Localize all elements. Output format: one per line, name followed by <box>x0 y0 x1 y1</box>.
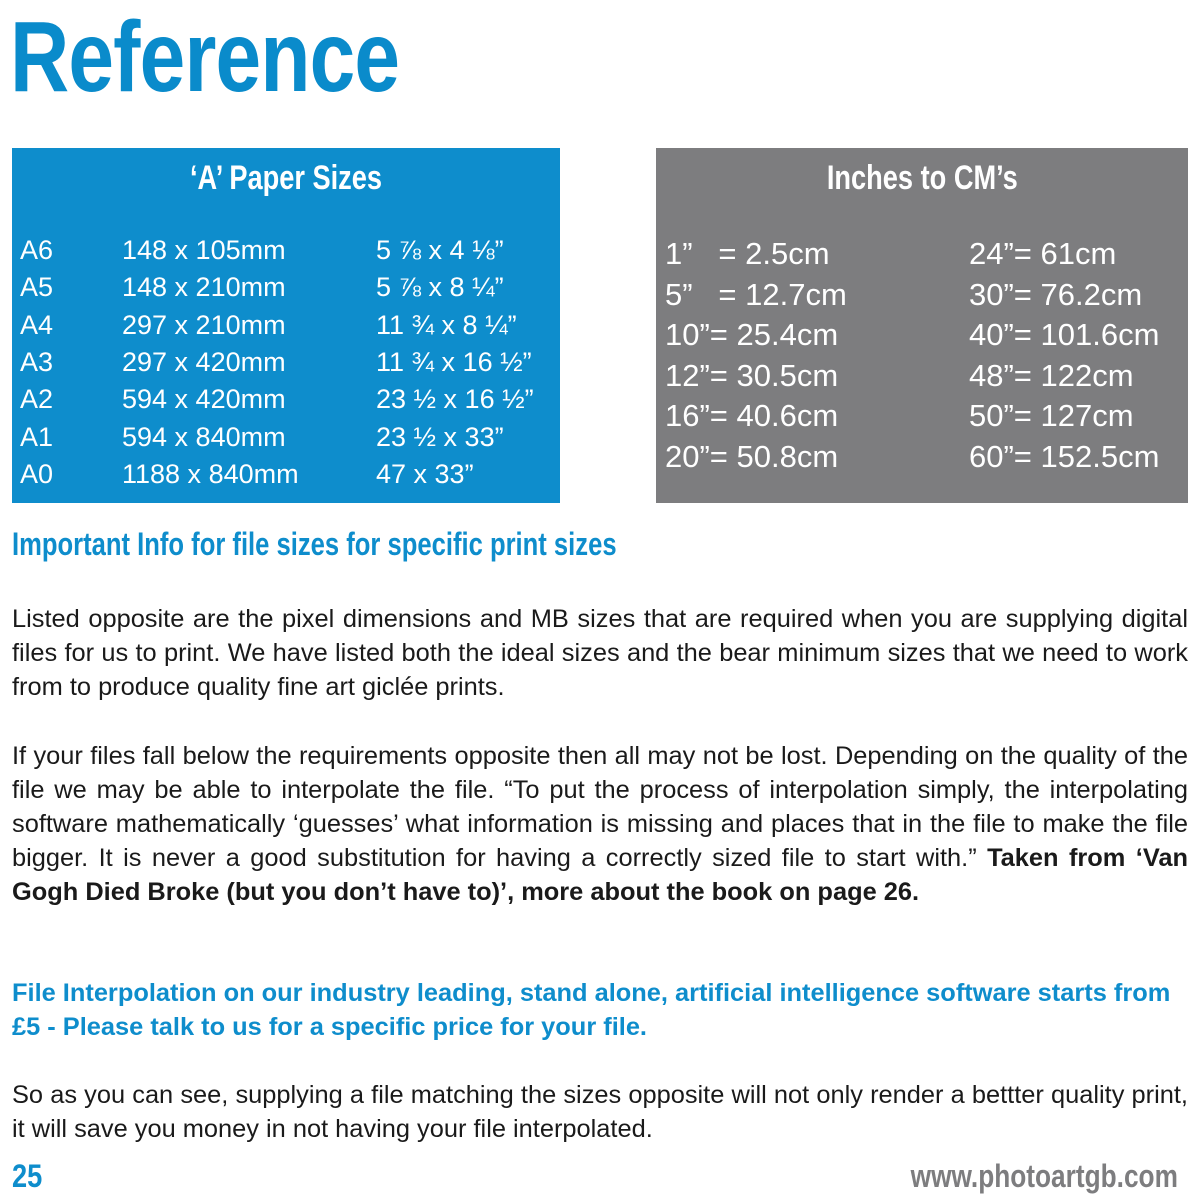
paper-size-inches: 23 ½ x 16 ½” <box>376 384 534 415</box>
book-reference: Taken from ‘Van Gogh Died Broke (but you don’t have to)’, more about the book on page 26. <box>12 844 1188 906</box>
conversion-entry: 50”= 127cm <box>969 398 1134 434</box>
paper-size-mm: 594 x 420mm <box>122 384 286 415</box>
paper-size-inches: 5 ⅞ x 8 ¼” <box>376 272 504 303</box>
info-paragraph-4: So as you can see, supplying a file matching the sizes opposite will not only render a bettter quality print, it will save you money in not having your file interpolated. <box>12 1081 1188 1143</box>
paper-size-mm: 1188 x 840mm <box>122 458 299 489</box>
info-paragraph-1: Listed opposite are the pixel dimensions and MB sizes that are required when you are supplying digital files for us to print. We have listed both the ideal sizes and the bear minimum sizes that we need to work from to produce quality fine art giclée prints. <box>12 605 1188 701</box>
website-url[interactable]: www.photoartgb.com <box>910 1158 1178 1194</box>
paper-size-mm: 297 x 420mm <box>122 347 286 378</box>
paper-size-inches: 11 ¾ x 16 ½” <box>376 347 532 378</box>
page-number: 25 <box>12 1158 43 1194</box>
paper-sizes-table <box>20 232 534 493</box>
conversion-entry: 30”= 76.2cm <box>969 276 1143 312</box>
conversion-entry: 12”= 30.5cm <box>665 357 839 393</box>
conversion-entry: 5” = 12.7cm <box>665 276 847 312</box>
paper-sizes-title: ‘A’ Paper Sizes <box>189 159 383 197</box>
paper-size-inches: 23 ½ x 33” <box>376 421 504 452</box>
paper-size-row <box>20 456 534 493</box>
conversion-entry: 48”= 122cm <box>969 357 1134 393</box>
paper-size-mm: 297 x 210mm <box>122 309 286 340</box>
paper-size-row <box>20 307 534 344</box>
interpolation-offer: File Interpolation on our industry leading, stand alone, artificial intelligence software starts from £5 - Please talk to us for a specific price for your file. <box>12 979 1171 1041</box>
page-title: Reference <box>10 1 400 113</box>
paper-size-name: A5 <box>20 272 54 303</box>
paper-size-name: A1 <box>20 421 54 452</box>
conversion-entry: 24”= 61cm <box>969 236 1117 271</box>
paper-size-name: A6 <box>20 235 54 266</box>
inches-to-cm-right-column <box>969 234 1159 478</box>
paper-size-name: A0 <box>20 458 54 489</box>
paper-size-mm: 594 x 840mm <box>122 421 286 452</box>
paper-size-name: A3 <box>20 347 54 378</box>
inches-to-cm-left-column <box>665 234 847 478</box>
paper-size-mm: 148 x 210mm <box>122 272 286 303</box>
paper-size-row <box>20 269 534 306</box>
info-paragraph-2-text: If your files fall below the requirements opposite then all may not be lost. Depending on the quality of the file we may be able to interpolate the file. “To put the process of interpolation simply, the interpolating software mathematically ‘guesses’ what information is missing and places that in the file to make the file bigger. It is never a good substitution for having a correctly sized file to start with.” <box>12 742 1188 872</box>
paper-size-row <box>20 344 534 381</box>
conversion-entry: 20”= 50.8cm <box>665 438 839 474</box>
paper-size-inches: 47 x 33” <box>376 458 474 489</box>
paper-size-mm: 148 x 105mm <box>122 235 286 266</box>
conversion-entry: 40”= 101.6cm <box>969 317 1160 353</box>
info-heading: Important Info for file sizes for specific print sizes <box>12 526 617 562</box>
conversion-entry: 60”= 152.5cm <box>969 438 1160 474</box>
paper-size-row <box>20 381 534 418</box>
conversion-entry: 1” = 2.5cm <box>665 236 830 271</box>
paper-size-row <box>20 232 534 269</box>
conversion-entry: 16”= 40.6cm <box>665 398 839 434</box>
info-paragraph-2 <box>12 739 1188 909</box>
conversion-entry: 10”= 25.4cm <box>665 317 839 353</box>
paper-size-inches: 5 ⅞ x 4 ⅛” <box>376 235 504 266</box>
inches-to-cm-title: Inches to CM’s <box>826 159 1018 197</box>
paper-size-row <box>20 418 534 455</box>
paper-size-inches: 11 ¾ x 8 ¼” <box>376 309 517 340</box>
paper-size-name: A4 <box>20 309 54 340</box>
paper-size-name: A2 <box>20 384 54 415</box>
